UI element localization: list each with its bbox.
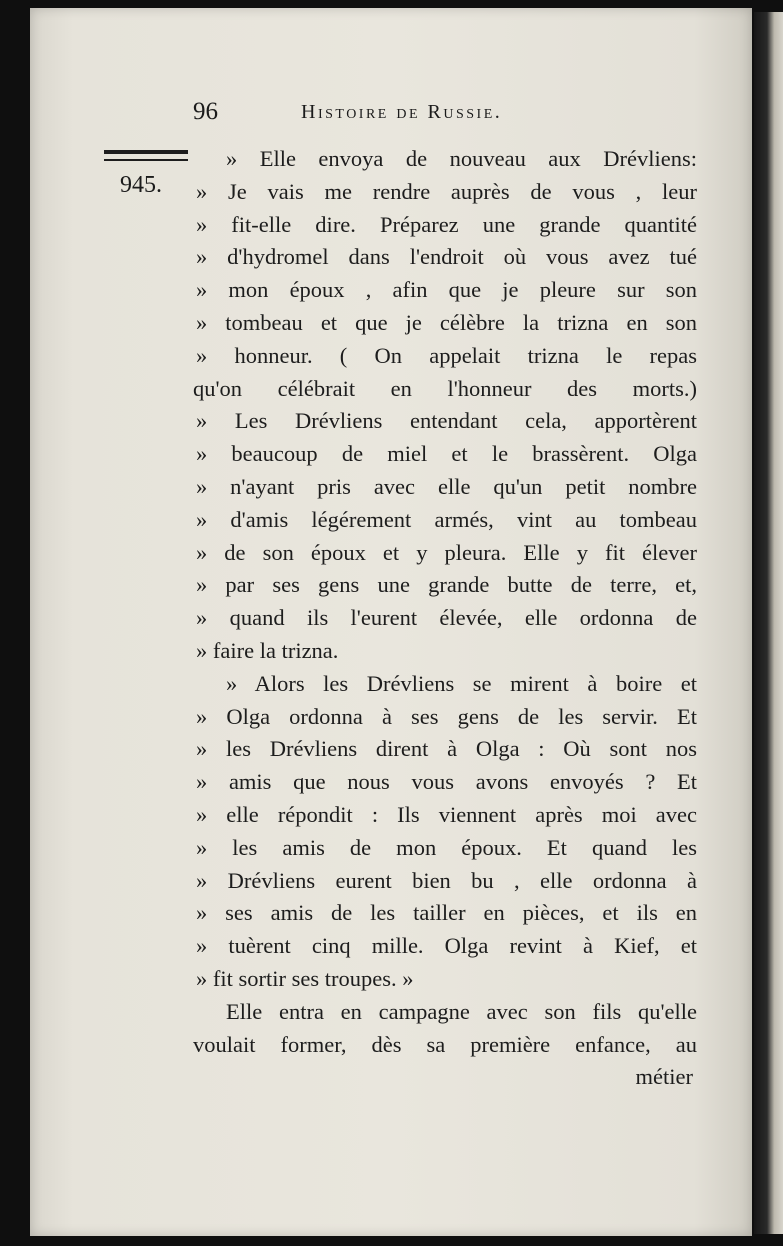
text-line: qu'on célébrait en l'honneur des morts.) — [193, 375, 697, 401]
text-line: » faire la trizna. — [196, 637, 339, 663]
text-line: » elle répondit : Ils viennent après moi avec — [196, 801, 697, 827]
page-number: 96 — [193, 98, 218, 125]
page-header — [193, 98, 693, 132]
margin-rule-thick — [104, 150, 188, 154]
text-line: » Olga ordonna à ses gens de les servir. Et — [196, 703, 697, 729]
text-line: » ses amis de les tailler en pièces, et ils en — [196, 900, 697, 926]
next-page-edge — [754, 12, 783, 1234]
text-line: » tuèrent cinq mille. Olga revint à Kief, et — [196, 933, 697, 959]
text-line: » les amis de mon époux. Et quand les — [196, 834, 697, 860]
text-line: » quand ils l'eurent élevée, elle ordonna de — [196, 605, 697, 631]
text-line: » beaucoup de miel et le brassèrent. Olga — [196, 441, 697, 467]
text-line: » Je vais me rendre auprès de vous , leur — [196, 178, 697, 204]
text-line: » par ses gens une grande butte de terre, et, — [196, 572, 697, 598]
running-title: Histoire de Russie. — [301, 101, 503, 123]
text-line: » n'ayant pris avec elle qu'un petit nombre — [196, 473, 697, 499]
catchword: métier — [635, 1064, 693, 1090]
text-line: » mon époux , afin que je pleure sur son — [196, 277, 697, 303]
text-line: » honneur. ( On appelait trizna le repas — [196, 342, 697, 368]
text-line: » Drévliens eurent bien bu , elle ordonna à — [196, 867, 697, 893]
text-line: » d'hydromel dans l'endroit où vous avez tué — [196, 244, 697, 270]
text-line: » Alors les Drévliens se mirent à boire et — [226, 670, 697, 696]
margin-year: 945. — [120, 172, 162, 198]
text-line: » les Drévliens dirent à Olga : Où sont nos — [196, 736, 697, 762]
text-line: » Elle envoya de nouveau aux Drévliens: — [226, 146, 697, 171]
text-line: voulait former, dès sa première enfance, au — [193, 1031, 697, 1057]
text-line: » fit-elle dire. Préparez une grande quantité — [196, 211, 697, 237]
text-line: Elle entra en campagne avec son fils qu'elle — [226, 998, 697, 1024]
text-line: » d'amis légérement armés, vint au tombeau — [196, 506, 697, 532]
margin-rule-thin — [104, 159, 188, 161]
text-line: » fit sortir ses troupes. » — [196, 965, 414, 991]
text-line: » de son époux et y pleura. Elle y fit élever — [196, 539, 697, 565]
text-line: » Les Drévliens entendant cela, apportèrent — [196, 408, 697, 434]
text-line: » amis que nous vous avons envoyés ? Et — [196, 769, 697, 795]
body-text — [193, 143, 697, 1094]
text-line: » tombeau et que je célèbre la trizna en son — [196, 309, 697, 335]
